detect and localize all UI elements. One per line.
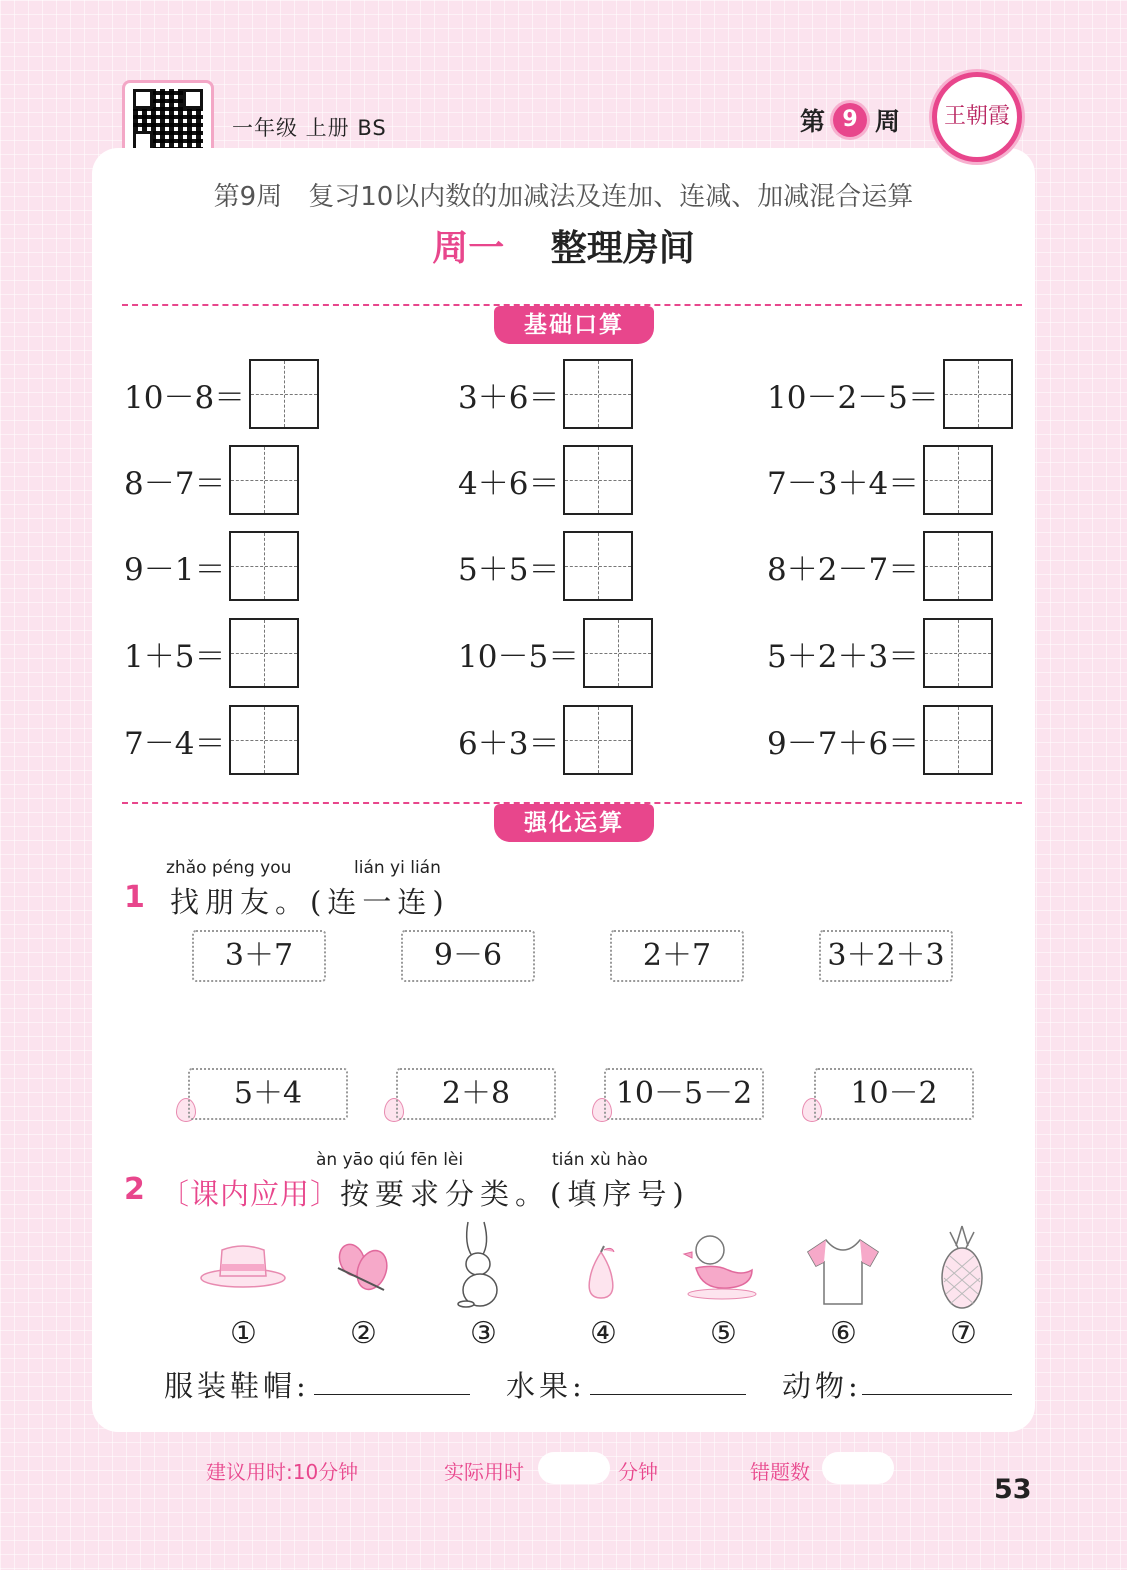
question-number: 2 — [124, 1172, 145, 1207]
calc-expression: 7－4＝ — [124, 725, 226, 762]
page-subtitle: 第9周 复习10以内数的加减法及连加、连减、加减混合运算 — [213, 182, 914, 212]
title-topic: 整理房间 — [550, 228, 695, 269]
question-line — [160, 1172, 690, 1213]
answer-box[interactable] — [563, 531, 633, 601]
brand-badge-text: 王朝霞 — [943, 104, 1010, 129]
match-card-top[interactable]: 2＋7 — [610, 930, 744, 982]
calc-expression: 10－2－5＝ — [767, 379, 939, 416]
question-text: 按要求分类。(填序号) — [340, 1177, 690, 1211]
answer-box[interactable] — [229, 618, 299, 688]
answer-box[interactable] — [229, 531, 299, 601]
match-card-bottom[interactable]: 2＋8 — [396, 1068, 556, 1120]
calc-expression: 8＋2－7＝ — [767, 551, 920, 588]
calc-item — [767, 531, 993, 601]
calc-expression: 6＋3＝ — [458, 725, 560, 762]
calc-item — [458, 531, 633, 601]
calc-item — [458, 618, 653, 688]
category-clothing: 服装鞋帽: — [164, 1369, 310, 1403]
category-animal: 动物: — [782, 1369, 862, 1403]
brand-badge — [932, 72, 1022, 162]
item-number: ⑥ — [830, 1316, 857, 1351]
answer-box[interactable] — [563, 445, 633, 515]
calc-item — [124, 445, 299, 515]
answer-box[interactable] — [923, 531, 993, 601]
answer-box[interactable] — [923, 618, 993, 688]
week-prefix: 第 — [800, 107, 826, 136]
calc-item — [767, 359, 1013, 429]
pinyin-annotation: àn yāo qiú fēn lèi — [316, 1150, 464, 1170]
calc-expression: 10－5＝ — [458, 638, 580, 675]
question-tag: 〔课内应用〕 — [160, 1177, 341, 1211]
pineapple-icon — [934, 1222, 990, 1312]
hat-icon — [198, 1240, 288, 1290]
match-card-top[interactable]: 3＋2＋3 — [819, 930, 953, 982]
pinyin-annotation: tián xù hào — [552, 1150, 648, 1170]
week-suffix: 周 — [875, 107, 901, 136]
error-count-input[interactable] — [822, 1452, 894, 1484]
answer-box[interactable] — [943, 359, 1013, 429]
section-tag-basic: 基础口算 — [494, 306, 654, 344]
answer-box[interactable] — [229, 445, 299, 515]
answer-box[interactable] — [923, 705, 993, 775]
calc-item — [767, 705, 993, 775]
answer-line-animal[interactable] — [862, 1394, 1012, 1395]
calc-item — [124, 618, 299, 688]
calc-expression: 9－1＝ — [124, 551, 226, 588]
calc-item — [124, 531, 299, 601]
qr-corner — [133, 89, 153, 109]
duck-icon — [682, 1230, 760, 1302]
calc-expression: 8－7＝ — [124, 465, 226, 502]
answer-box[interactable] — [923, 445, 993, 515]
pinyin-annotation: lián yi lián — [354, 858, 441, 878]
item-number: ② — [350, 1316, 377, 1351]
calc-item — [458, 445, 633, 515]
question-number: 1 — [124, 880, 145, 915]
calc-item — [767, 445, 993, 515]
match-card-top[interactable]: 3＋7 — [192, 930, 326, 982]
minutes-label: 分钟 — [618, 1460, 658, 1484]
item-number: ④ — [590, 1316, 617, 1351]
category-fruit: 水果: — [506, 1369, 586, 1403]
calc-item — [124, 705, 299, 775]
calc-expression: 5＋2＋3＝ — [767, 638, 920, 675]
pear-icon — [578, 1244, 624, 1302]
answer-line-clothing[interactable] — [314, 1394, 470, 1395]
item-number: ③ — [470, 1316, 497, 1351]
qr-corner — [183, 89, 203, 109]
actual-time-label: 实际用时 — [444, 1460, 524, 1484]
item-number: ⑦ — [950, 1316, 977, 1351]
calc-expression: 1＋5＝ — [124, 638, 226, 675]
calc-expression: 5＋5＝ — [458, 551, 560, 588]
page-number: 53 — [994, 1474, 1032, 1505]
title-day: 周一 — [432, 228, 505, 269]
tshirt-icon — [804, 1236, 882, 1308]
actual-time-input[interactable] — [538, 1452, 610, 1484]
grade-label: 一年级 上册 BS — [232, 116, 387, 140]
calc-expression: 10－8＝ — [124, 379, 246, 416]
answer-box[interactable] — [249, 359, 319, 429]
pinyin-annotation: zhǎo péng you — [166, 858, 292, 878]
calc-item — [458, 359, 633, 429]
match-card-bottom[interactable]: 5＋4 — [188, 1068, 348, 1120]
rabbit-icon — [450, 1218, 510, 1310]
suggested-time: 建议用时:10分钟 — [206, 1460, 359, 1484]
butterfly-icon — [330, 1238, 394, 1298]
item-number: ① — [230, 1316, 257, 1351]
calc-expression: 7－3＋4＝ — [767, 465, 920, 502]
match-card-top[interactable]: 9－6 — [401, 930, 535, 982]
calc-item — [124, 359, 319, 429]
week-number: 9 — [833, 103, 867, 137]
calc-expression: 3＋6＝ — [458, 379, 560, 416]
question-text: 找朋友。(连一连) — [170, 885, 450, 919]
calc-expression: 4＋6＝ — [458, 465, 560, 502]
answer-box[interactable] — [563, 359, 633, 429]
section-tag-advanced: 强化运算 — [494, 804, 654, 842]
answer-line-fruit[interactable] — [590, 1394, 746, 1395]
page-title — [0, 220, 1127, 271]
calc-item — [458, 705, 633, 775]
item-number: ⑤ — [710, 1316, 737, 1351]
answer-box[interactable] — [563, 705, 633, 775]
week-indicator — [800, 102, 900, 138]
answer-box[interactable] — [583, 618, 653, 688]
error-count-label: 错题数 — [750, 1460, 810, 1484]
calc-expression: 9－7＋6＝ — [767, 725, 920, 762]
calc-item — [767, 618, 993, 688]
match-card-bottom[interactable]: 10－2 — [814, 1068, 974, 1120]
answer-box[interactable] — [229, 705, 299, 775]
match-card-bottom[interactable]: 10－5－2 — [604, 1068, 764, 1120]
